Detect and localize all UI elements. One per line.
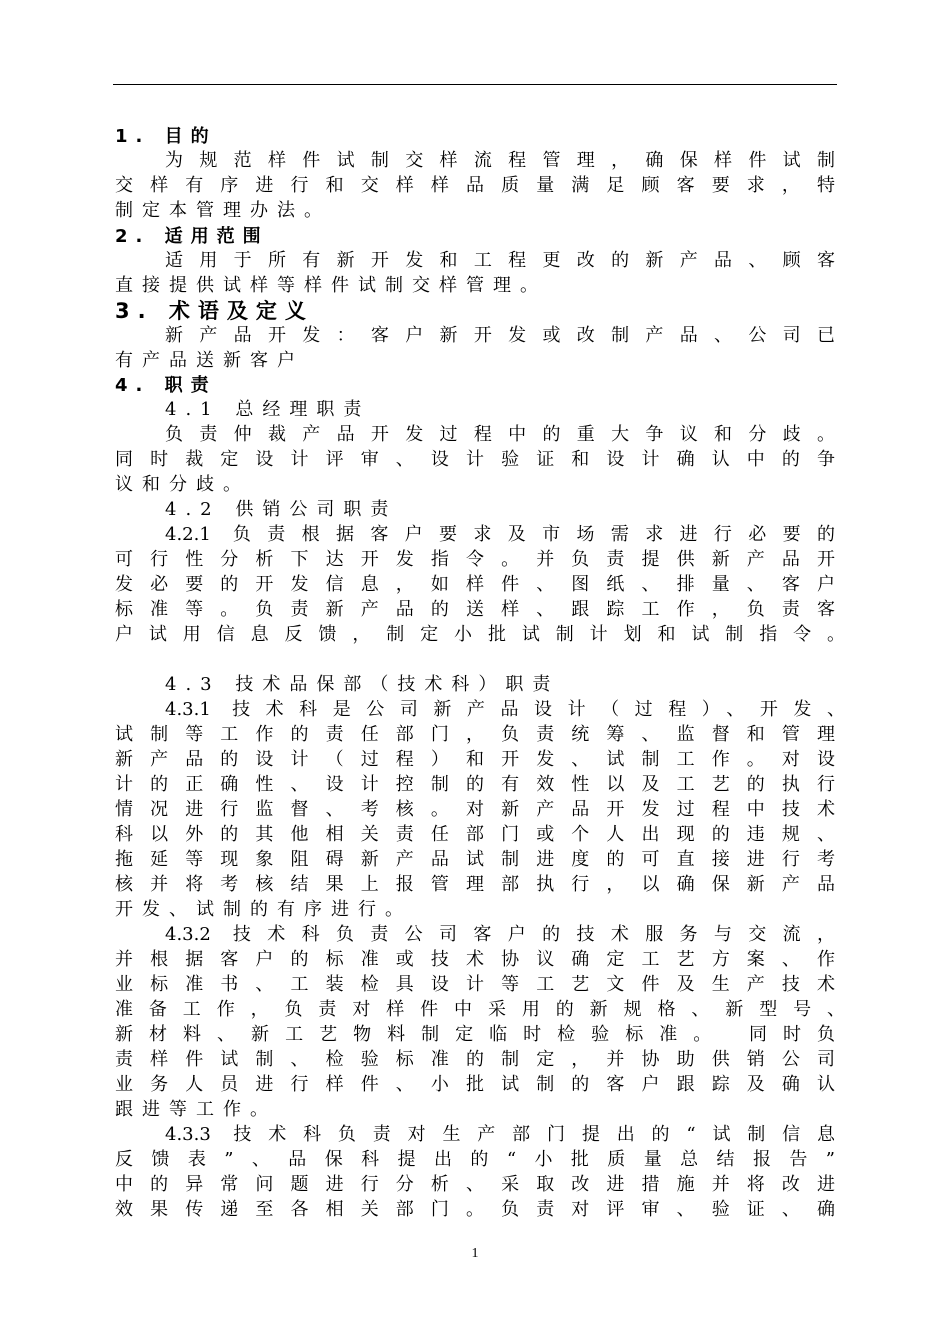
section-heading-1: 1. 目的 [115,126,217,147]
header-rule [113,84,837,85]
section-heading-3: 3. 术语及定义 [115,299,314,323]
paragraph-line: 责样件试制、检验标准的制定，并协助供销公司 [115,1049,835,1070]
subsection-title: 4.1 总经理职责 [165,399,371,420]
paragraph-line: 跟进等工作。 [115,1099,277,1120]
paragraph-line: 效果传递至各相关部门。负责对评审、验证、确 [115,1199,835,1220]
paragraph-line: 新产品的设计（过程）和开发、试制工作。对设 [115,749,835,770]
paragraph-line: 中的异常问题进行分析、采取改进措施并将改进 [115,1174,835,1195]
paragraph-line: 拖延等现象阻碍新产品试制进度的可直接进行考 [115,849,835,870]
paragraph-line: 新材料、新工艺物料制定临时检验标准。 同时负 [115,1024,835,1045]
paragraph-line: 交样有序进行和交样样品质量满足顾客要求，特 [115,175,835,196]
paragraph-line: 反馈表”、品保科提出的“小批质量总结报告” [115,1149,835,1170]
section-heading-4: 4. 职责 [115,375,217,396]
paragraph-line: 计的正确性、设计控制的有效性以及工艺的执行 [115,774,835,795]
paragraph-line: 业标准书、工装检具设计等工艺文件及生产技术 [115,974,835,995]
paragraph-line: 科以外的其他相关责任部门或个人出现的违规、 [115,824,835,845]
paragraph-line: 可行性分析下达开发指令。并负责提供新产品开 [115,549,835,570]
paragraph-line: 试制等工作的责任部门，负责统筹、监督和管理 [115,724,835,745]
paragraph-line: 有产品送新客户 [115,350,304,371]
paragraph-line: 户试用信息反馈，制定小批试制计划和试制指令。 [115,624,845,645]
subsection-title: 4.2 供销公司职责 [165,499,398,520]
page-number: 1 [471,1246,479,1261]
paragraph-line: 情况进行监督、考核。对新产品开发过程中技术 [115,799,835,820]
paragraph-line: 新产品开发：客户新开发或改制产品、公司已 [165,325,835,346]
paragraph-line: 制定本管理办法。 [115,200,331,221]
paragraph-line: 准备工作，负责对样件中采用的新规格、新型号、 [115,999,845,1020]
subsection-title: 4.3 技术品保部（技术科）职责 [165,674,560,695]
paragraph-line: 并根据客户的标准或技术协议确定工艺方案、作 [115,949,835,970]
paragraph-line: 适用于所有新开发和工程更改的新产品、顾客 [165,250,835,271]
paragraph-line: 业务人员进行样件、小批试制的客户跟踪及确认 [115,1074,835,1095]
paragraph-line: 发必要的开发信息，如样件、图纸、排量、客户 [115,574,835,595]
paragraph-line: 4.2.1 负责根据客户要求及市场需求进行必要的 [165,524,835,545]
paragraph-line: 标准等。负责新产品的送样、跟踪工作，负责客 [115,599,835,620]
paragraph-line: 同时裁定设计评审、设计验证和设计确认中的争 [115,449,835,470]
paragraph-line: 4.3.2 技术科负责公司客户的技术服务与交流， [165,924,835,945]
paragraph-line: 议和分歧。 [115,474,250,495]
paragraph-line: 为规范样件试制交样流程管理，确保样件试制 [165,150,835,171]
paragraph-line: 4.3.3 技术科负责对生产部门提出的“试制信息 [165,1124,835,1145]
paragraph-line: 负责仲裁产品开发过程中的重大争议和分歧。 [165,424,835,445]
section-heading-2: 2. 适用范围 [115,226,269,247]
paragraph-line: 核并将考核结果上报管理部执行，以确保新产品 [115,874,835,895]
paragraph-line: 直接提供试样等样件试制交样管理。 [115,275,547,296]
paragraph-line: 4.3.1 技术科是公司新产品设计（过程）、开发、 [165,699,845,720]
paragraph-line: 开发、试制的有序进行。 [115,899,412,920]
